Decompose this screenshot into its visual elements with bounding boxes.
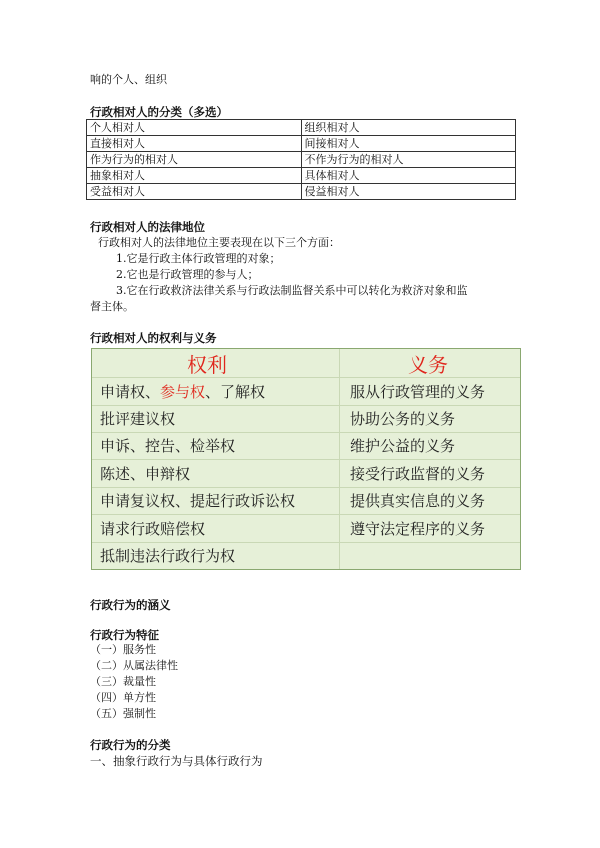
table-row — [92, 487, 520, 515]
right-item-part: 、了解权 — [205, 382, 266, 401]
table-row — [92, 405, 520, 433]
right-item: 抵制违法行政行为权 — [100, 547, 236, 565]
table-row — [92, 542, 520, 569]
rights-column-header: 权利 — [187, 352, 227, 377]
table-cell: 直接相对人 — [87, 136, 302, 152]
table-cell: 受益相对人 — [87, 184, 302, 200]
table-cell: 作为行为的相对人 — [87, 152, 302, 168]
right-item: 请求行政赔偿权 — [100, 519, 206, 538]
feature-item: （三）裁量性 — [90, 675, 156, 688]
table-cell: 具体相对人 — [301, 168, 516, 184]
legal-status-heading: 行政相对人的法律地位 — [90, 220, 205, 234]
table-row — [87, 184, 516, 200]
table-row — [87, 152, 516, 168]
duty-item: 协助公务的义务 — [350, 410, 456, 428]
table-row — [92, 432, 520, 460]
table-row — [92, 377, 520, 406]
meaning-heading: 行政行为的涵义 — [90, 598, 171, 612]
table-row — [87, 136, 516, 152]
right-item: 申诉、控告、检举权 — [100, 437, 236, 455]
categories-heading: 行政行为的分类 — [90, 738, 171, 752]
rights-duties-heading: 行政相对人的权利与义务 — [90, 331, 217, 345]
table-row — [92, 514, 520, 543]
table-cell: 侵益相对人 — [301, 184, 516, 200]
table-header-row — [92, 349, 520, 378]
duty-item: 遵守法定程序的义务 — [350, 519, 486, 538]
feature-item: （二）从属法律性 — [90, 659, 178, 672]
right-item-part: 申请权、 — [100, 382, 161, 401]
feature-item: （一）服务性 — [90, 643, 156, 656]
legal-status-intro: 行政相对人的法律地位主要表现在以下三个方面： — [98, 236, 340, 249]
table-cell: 抽象相对人 — [87, 168, 302, 184]
right-item: 申请复议权、提起行政诉讼权 — [100, 492, 296, 510]
table-cell: 间接相对人 — [301, 136, 516, 152]
right-item: 批评建议权 — [100, 410, 176, 428]
table-cell: 个人相对人 — [87, 120, 302, 136]
features-heading: 行政行为特征 — [90, 628, 159, 642]
feature-item: （四）单方性 — [90, 691, 156, 704]
table-row — [87, 120, 516, 136]
classification-heading: 行政相对人的分类（多选） — [90, 105, 228, 119]
category-item: 一、抽象行政行为与具体行政行为 — [90, 754, 263, 768]
right-item-highlight: 参与权 — [160, 382, 206, 401]
duty-item: 接受行政监督的义务 — [350, 464, 486, 483]
table-cell: 不作为行为的相对人 — [301, 152, 516, 168]
table-row — [87, 168, 516, 184]
classification-table — [86, 119, 516, 200]
intro-tail-text: 响的个人、组织 — [90, 73, 167, 86]
duties-column-header: 义务 — [408, 352, 448, 377]
duty-item: 维护公益的义务 — [350, 437, 456, 455]
legal-status-item: 1.它是行政主体行政管理的对象； — [116, 252, 281, 265]
legal-status-item: 3.它在行政救济法律关系与行政法制监督关系中可以转化为救济对象和监 — [116, 284, 468, 297]
feature-item: （五）强制性 — [90, 707, 156, 720]
duty-item: 服从行政管理的义务 — [350, 382, 486, 401]
legal-status-item: 督主体。 — [90, 300, 134, 313]
table-cell: 组织相对人 — [301, 120, 516, 136]
right-item: 陈述、申辩权 — [100, 464, 191, 483]
rights-duties-table — [91, 348, 521, 570]
table-row — [92, 459, 520, 488]
duty-item: 提供真实信息的义务 — [350, 492, 486, 510]
right-item — [100, 377, 265, 405]
legal-status-item: 2.它也是行政管理的参与人； — [116, 268, 259, 281]
